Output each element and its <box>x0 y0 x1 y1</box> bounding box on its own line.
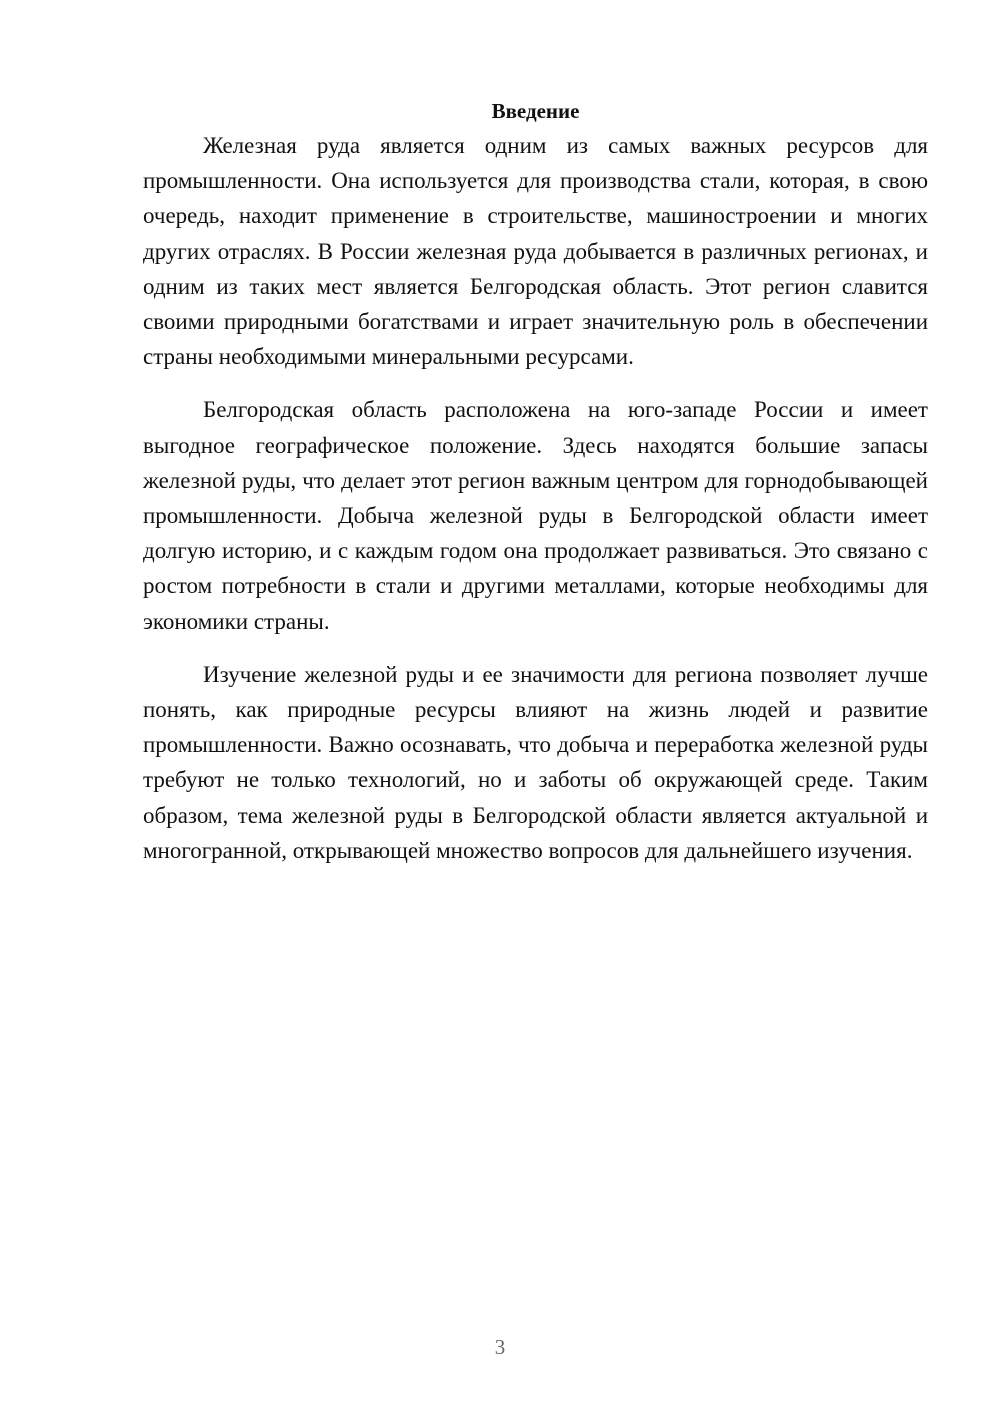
page-content <box>143 96 928 886</box>
paragraph-2: Белгородская область расположена на юго-западе России и имеет выгодное географическое положение. Здесь находятся большие запасы железной руды, что делает этот регион важным центром для горнодобывающей промышленности. Добыча железной руды в Белгородской области имеет долгую историю, и с каждым годом она продолжает развиваться. Это связано с ростом потребности в стали и другими металлами, которые необходимы для экономики страны. <box>143 397 928 634</box>
page-number: 3 <box>494 1335 506 1359</box>
section-title: Введение <box>491 99 580 123</box>
paragraph-3: Изучение железной руды и ее значимости для региона позволяет лучше понять, как природные ресурсы влияют на жизнь людей и развитие промышленности. Важно осознавать, что добыча и переработка железной руды требуют не только технологий, но и заботы об окружающей среде. Таким образом, тема железной руды в Белгородской области является актуальной и многогранной, открывающей множество вопросов для дальнейшего изучения. <box>143 661 928 863</box>
paragraph-1: Железная руда является одним из самых важных ресурсов для промышленности. Она используется для производства стали, которая, в свою очередь, находит применение в строительстве, машиностроении и многих других отраслях. В России железная руда добывается в различных регионах, и одним из таких мест является Белгородская область. Этот регион славится своими природными богатствами и играет значительную роль в обеспечении страны необходимыми минеральными ресурсами. <box>143 133 928 370</box>
